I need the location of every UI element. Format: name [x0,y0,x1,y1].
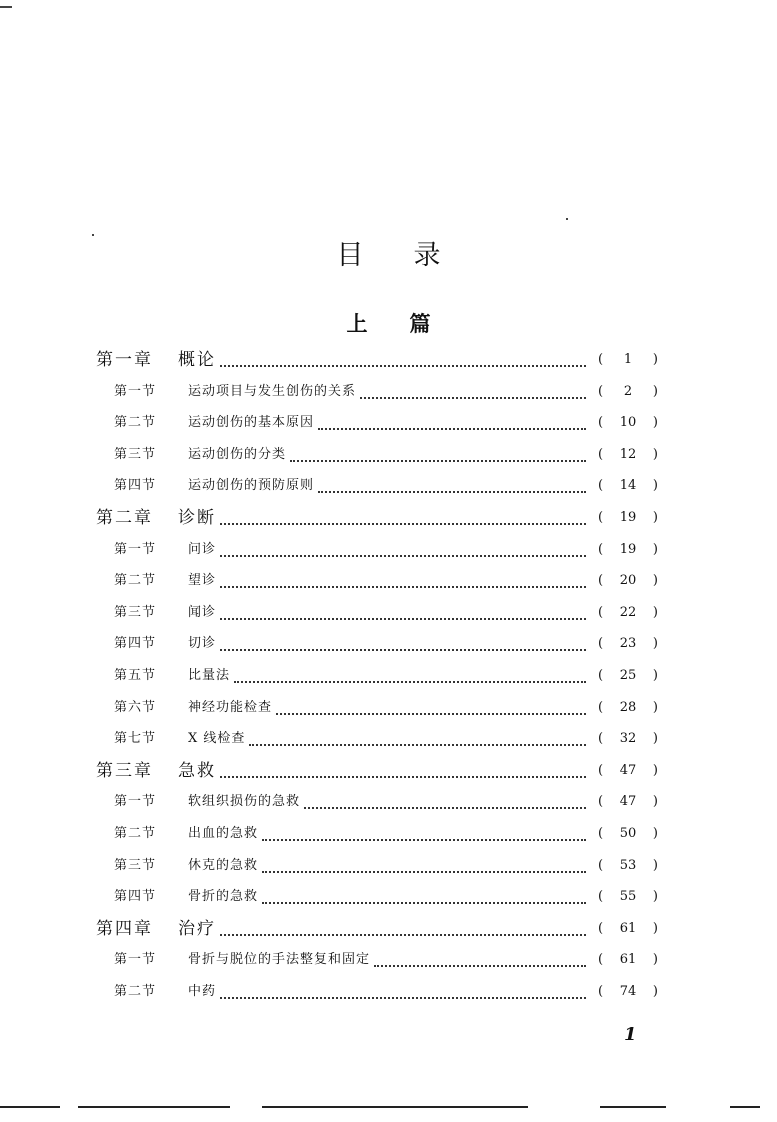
toc-entry-title: 运动创伤的预防原则 [188,478,315,494]
paren-close: ) [652,636,658,652]
toc-page-ref [598,506,658,530]
toc-dot-leader [220,995,586,999]
scan-speck [0,6,12,8]
toc-chapter-row [0,917,777,941]
toc-dot-leader [220,553,586,557]
paren-open: ( [598,699,604,715]
toc-page-number: 61 [619,952,637,968]
toc-page-number: 19 [619,541,637,557]
toc-page-ref [598,474,658,498]
paren-close: ) [652,352,658,367]
toc-page-ref [598,348,658,372]
toc-section-row [0,380,777,404]
toc-entry-title: 神经功能检查 [188,699,273,715]
paren-open: ( [598,446,604,462]
paren-open: ( [598,478,604,494]
toc-dot-leader [290,458,586,462]
toc-section-row [0,696,777,720]
toc-page-ref [598,885,658,909]
scan-speck [92,234,94,236]
toc-entry-title: 运动创伤的基本原因 [188,415,315,431]
toc-page-number: 47 [619,762,637,778]
toc-entry-number: 第一章 [96,350,153,370]
toc-entry-title: 运动创伤的分类 [188,446,287,462]
paren-close: ) [652,762,658,778]
toc-entry-title: 休克的急救 [188,857,259,873]
toc-page-ref [598,601,658,625]
toc-entry-number: 第三章 [96,760,153,781]
toc-page-ref [598,696,658,720]
toc-section-row [0,980,777,1004]
toc-entry-number: 第二节 [114,573,157,589]
toc-dot-leader [220,774,586,778]
toc-page-number: 74 [619,984,637,999]
page-title: 目录 [336,240,491,271]
paren-open: ( [598,857,604,873]
toc-section-row [0,854,777,878]
scan-speck [566,218,568,220]
paren-close: ) [652,952,658,968]
toc-section-row [0,474,777,498]
toc-page-ref [598,980,658,1004]
toc-page-number: 55 [619,889,637,905]
paren-open: ( [598,636,604,652]
toc-entry-title: 中药 [188,984,217,999]
paren-close: ) [652,668,658,683]
toc-page-number: 53 [619,857,637,873]
paren-close: ) [652,826,658,841]
toc-page-ref [598,664,658,688]
paren-close: ) [652,699,658,715]
toc-entry-number: 第三节 [114,604,157,620]
toc-entry-number: 第一节 [114,383,157,399]
part-heading: 上篇 [346,311,473,336]
toc-dot-leader [262,837,586,841]
toc-entry-number: 第四节 [114,478,157,494]
toc-page-number: 20 [619,573,637,589]
toc-page-number: 28 [619,699,637,715]
toc-page-ref [598,948,658,972]
toc-page-number: 14 [619,478,637,494]
toc-section-row [0,443,777,467]
toc-page-ref [598,854,658,878]
bottom-rule [730,1106,760,1108]
paren-open: ( [598,762,604,778]
toc-entry-title: 问诊 [188,541,217,557]
paren-open: ( [598,826,604,841]
toc-section-row [0,948,777,972]
paren-open: ( [598,510,604,525]
toc-page-ref [598,569,658,593]
toc-section-row [0,411,777,435]
paren-open: ( [598,952,604,968]
toc-dot-leader [220,584,586,588]
toc-section-row [0,822,777,846]
toc-entry-number: 第三节 [114,857,157,873]
toc-page-number: 19 [619,510,637,525]
toc-page-number: 22 [619,604,637,620]
paren-close: ) [652,446,658,462]
toc-dot-leader [249,742,586,746]
toc-page-number: 2 [623,383,633,399]
paren-open: ( [598,573,604,589]
toc-entry-number: 第三节 [114,446,157,462]
toc-entry-title: 治疗 [178,918,216,939]
toc-page-ref [598,790,658,814]
toc-dot-leader [318,426,586,430]
toc-entry-number: 第二节 [114,415,157,431]
toc-page-ref [598,759,658,783]
toc-entry-title: 急救 [178,760,216,781]
toc-page-number: 12 [619,446,637,462]
toc-page-number: 50 [619,826,637,841]
toc-page-number: 10 [619,415,637,431]
toc-entry-title: 出血的急救 [188,826,259,841]
toc-dot-leader [276,711,586,715]
toc-dot-leader [262,869,586,873]
paren-close: ) [652,920,658,936]
toc-entry-title: 切诊 [188,636,217,652]
toc-entry-number: 第四节 [114,636,157,652]
toc-entry-title: 骨折的急救 [188,889,259,905]
toc-page-number: 1 [623,352,633,367]
toc-section-row [0,885,777,909]
bottom-rule [0,1106,60,1108]
toc-page-number: 32 [619,731,637,747]
toc-dot-leader [304,805,586,809]
paren-close: ) [652,383,658,399]
toc-entry-title: 骨折与脱位的手法整复和固定 [188,952,371,968]
paren-close: ) [652,415,658,431]
bottom-rule [600,1106,666,1108]
toc-entry-title: 概论 [178,350,216,370]
paren-open: ( [598,352,604,367]
toc-section-row [0,601,777,625]
paren-close: ) [652,794,658,810]
toc-page-number: 25 [619,668,637,683]
paren-open: ( [598,541,604,557]
bottom-rule [78,1106,230,1108]
bottom-rule [262,1106,528,1108]
toc-section-row [0,790,777,814]
paren-open: ( [598,920,604,936]
toc-chapter-row [0,506,777,530]
toc-entry-title: 比量法 [188,668,231,683]
toc-page-ref [598,632,658,656]
toc-entry-number: 第一节 [114,541,157,557]
paren-open: ( [598,668,604,683]
toc-page-ref [598,917,658,941]
toc-entry-title: 运动项目与发生创伤的关系 [188,383,357,399]
paren-close: ) [652,541,658,557]
toc-page-ref [598,411,658,435]
paren-close: ) [652,573,658,589]
toc-dot-leader [360,395,586,399]
toc-entry-title: 闻诊 [188,604,217,620]
page-number: 1 [624,1024,637,1045]
toc-entry-number: 第六节 [114,699,157,715]
toc-section-row [0,538,777,562]
toc-section-row [0,727,777,751]
toc-entry-number: 第四节 [114,889,157,905]
toc-entry-number: 第五节 [114,668,157,683]
toc-entry-title: X 线检查 [188,731,246,747]
toc-page-ref [598,822,658,846]
toc-entry-title: 诊断 [178,508,216,528]
paren-close: ) [652,857,658,873]
toc-page-ref [598,727,658,751]
paren-open: ( [598,604,604,620]
toc-section-row [0,664,777,688]
paren-close: ) [652,478,658,494]
paren-open: ( [598,794,604,810]
toc-dot-leader [234,679,586,683]
paren-close: ) [652,510,658,525]
toc-entry-number: 第一节 [114,794,157,810]
paren-open: ( [598,731,604,747]
paren-close: ) [652,731,658,747]
paren-close: ) [652,604,658,620]
toc-section-row [0,569,777,593]
toc-page-ref [598,443,658,467]
toc-page-number: 23 [619,636,637,652]
toc-entry-number: 第二节 [114,984,157,999]
toc-chapter-row [0,348,777,372]
toc-chapter-row [0,759,777,783]
toc-entry-title: 望诊 [188,573,217,589]
paren-open: ( [598,415,604,431]
toc-dot-leader [220,363,586,367]
paren-close: ) [652,984,658,999]
paren-open: ( [598,984,604,999]
toc-dot-leader [220,521,586,525]
toc-entry-number: 第二章 [96,508,153,528]
toc-dot-leader [220,932,586,936]
toc-section-row [0,632,777,656]
toc-entry-title: 软组织损伤的急救 [188,794,301,810]
toc-entry-number: 第一节 [114,952,157,968]
paren-close: ) [652,889,658,905]
toc-page-number: 47 [619,794,637,810]
toc-page-number: 61 [619,920,637,936]
toc-dot-leader [374,963,586,967]
toc-entry-number: 第四章 [96,918,153,939]
toc-dot-leader [262,900,586,904]
toc-dot-leader [220,616,586,620]
paren-open: ( [598,889,604,905]
toc-page-ref [598,380,658,404]
toc-dot-leader [220,647,586,651]
toc-page-ref [598,538,658,562]
toc-dot-leader [318,489,586,493]
toc-entry-number: 第七节 [114,731,157,747]
paren-open: ( [598,383,604,399]
toc-entry-number: 第二节 [114,826,157,841]
